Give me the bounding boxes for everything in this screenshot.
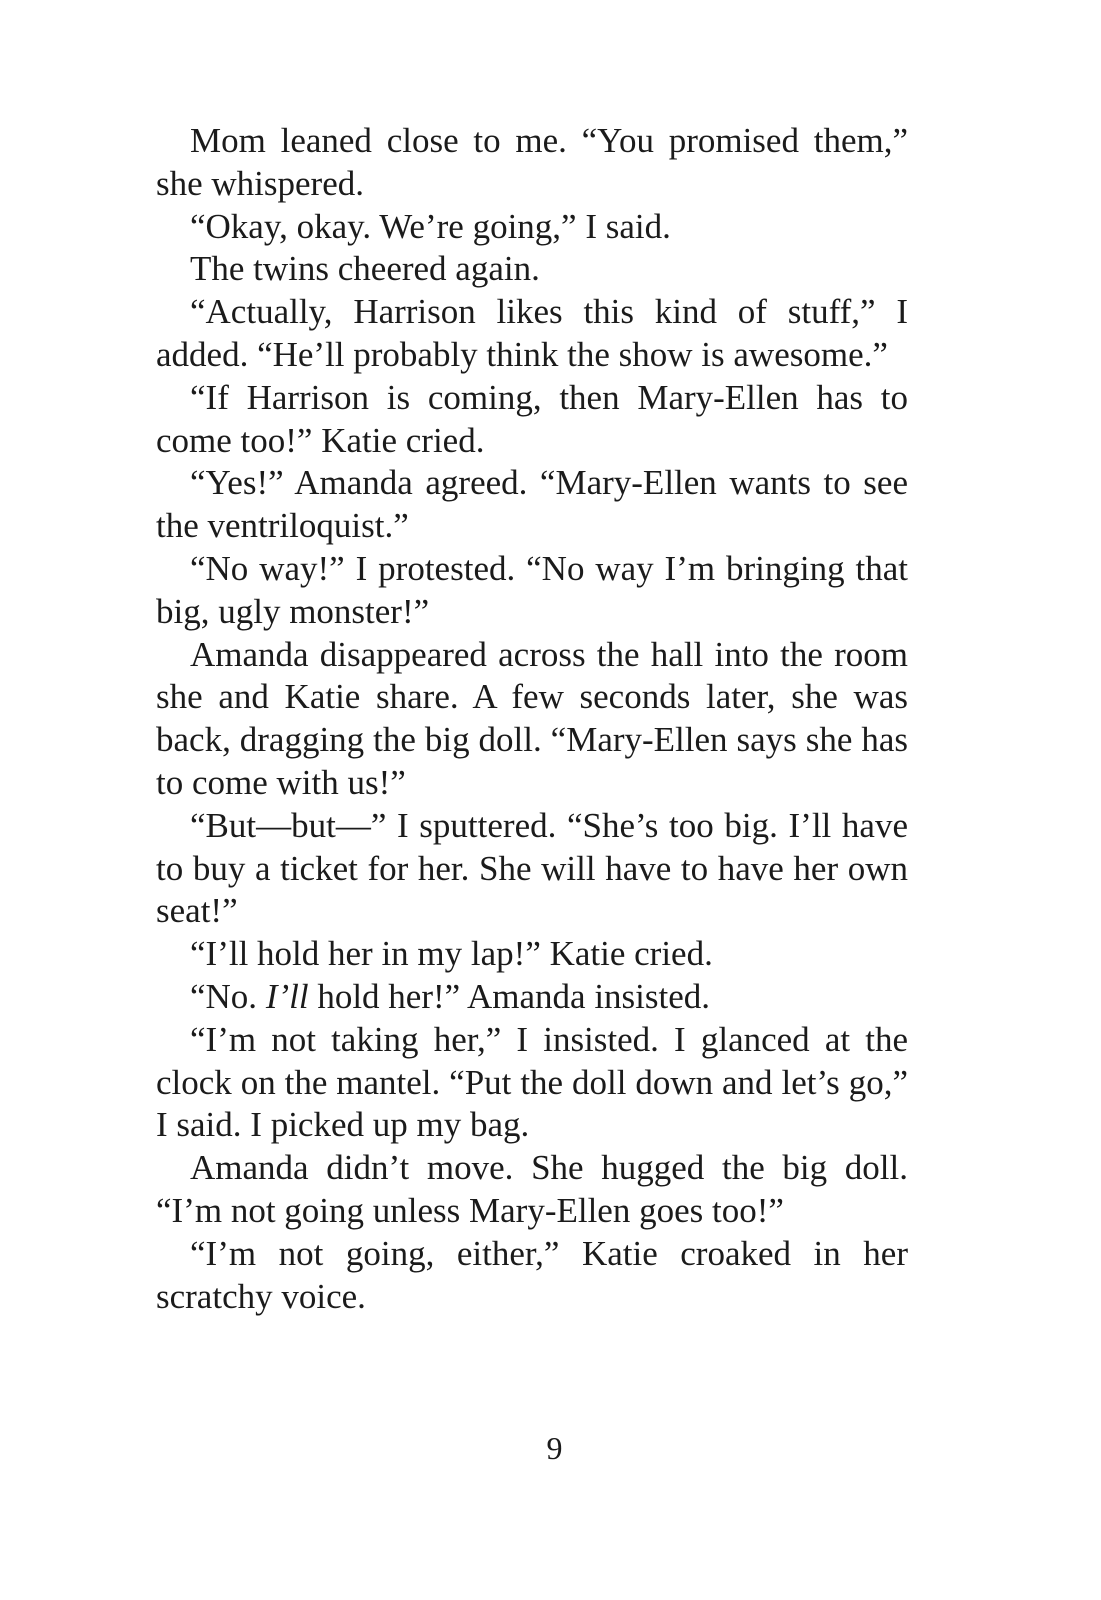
paragraph: The twins cheered again. bbox=[190, 249, 540, 289]
paragraph: “I’ll hold her in my lap!” Katie cried. bbox=[190, 934, 713, 974]
paragraph: Amanda disappeared across the hall into the room she and Katie share. A few seconds later, she was back, dragging the big doll. “Mary-Ellen says she has to come with us!” bbox=[156, 634, 908, 802]
page-number: 9 bbox=[546, 1430, 563, 1466]
paragraph bbox=[156, 976, 908, 1019]
paragraph: “Actually, Harrison likes this kind of stuff,” I added. “He’ll probably think the show is awesome.” bbox=[156, 292, 908, 374]
emphasized-word: I’ll bbox=[265, 976, 309, 1016]
paragraph: “No way!” I protested. “No way I’m bringing that big, ugly monster!” bbox=[156, 548, 908, 631]
paragraph: “I’m not taking her,” I insisted. I glanced at the clock on the mantel. “Put the doll down and let’s go,” I said. I picked up my bag. bbox=[156, 1019, 908, 1145]
paragraph: Mom leaned close to me. “You promised them,” she whispered. bbox=[156, 121, 908, 203]
paragraph: “If Harrison is coming, then Mary-Ellen has to come too!” Katie cried. bbox=[156, 377, 908, 460]
paragraph: “Okay, okay. We’re going,” I said. bbox=[190, 206, 671, 246]
paragraph: “But—but—” I sputtered. “She’s too big. I’ll have to buy a ticket for her. She will have to have her own seat!” bbox=[156, 805, 908, 931]
paragraph: “Yes!” Amanda agreed. “Mary-Ellen wants to see the ventriloquist.” bbox=[156, 463, 908, 546]
paragraph: “I’m not going, either,” Katie croaked in her scratchy voice. bbox=[156, 1233, 908, 1316]
paragraph-text: “No. bbox=[190, 976, 266, 1016]
paragraph: Amanda didn’t move. She hugged the big doll. “I’m not going unless Mary-Ellen goes too!” bbox=[156, 1148, 908, 1230]
body-text bbox=[156, 120, 908, 1318]
paragraph-text: hold her!” Amanda insisted. bbox=[308, 976, 711, 1016]
